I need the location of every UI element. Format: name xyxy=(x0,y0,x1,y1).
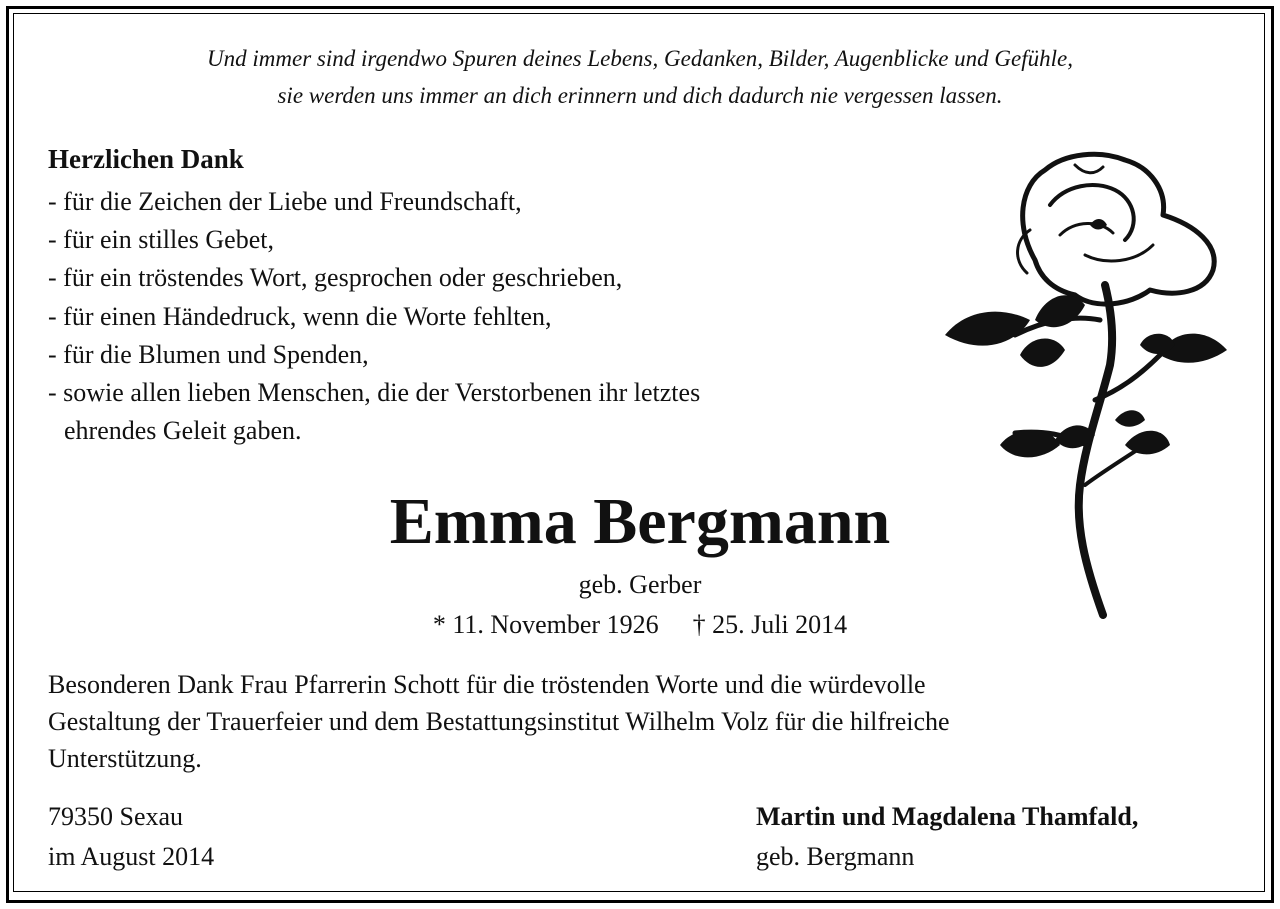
thanks-item: - für ein stilles Gebet, xyxy=(48,225,274,255)
thanks-item-continuation: ehrendes Geleit gaben. xyxy=(64,416,302,446)
deceased-name: Emma Bergmann xyxy=(389,485,891,558)
deceased-birth-name: geb. Gerber xyxy=(578,570,702,599)
thanks-item: - für einen Händedruck, wenn die Worte fehlten, xyxy=(48,301,552,331)
thanks-item: - für die Blumen und Spenden, xyxy=(48,339,369,369)
signature-birth-name: geb. Bergmann xyxy=(756,842,915,871)
thanks-item: - für ein tröstendes Wort, gesprochen oder geschrieben, xyxy=(48,263,623,293)
motto-line-1: Und immer sind irgendwo Spuren deines Lebens, Gedanken, Bilder, Augenblicke und Gefühle, xyxy=(207,46,1073,71)
life-dates xyxy=(340,607,940,643)
place-and-date xyxy=(48,797,214,877)
signature-names: Martin und Magdalena Thamfald, xyxy=(756,802,1139,831)
special-thanks-line-1: Besonderen Dank Frau Pfarrerin Schott für die tröstenden Worte und die würdevolle xyxy=(48,670,926,699)
thanks-heading: Herzlichen Dank xyxy=(48,144,244,174)
special-thanks-line-3: Unterstützung. xyxy=(48,744,202,773)
signature xyxy=(756,797,1138,877)
thanks-item: - sowie allen lieben Menschen, die der Verstorbenen ihr letztes xyxy=(48,378,701,408)
motto-verse xyxy=(60,40,1220,114)
special-thanks-line-2: Gestaltung der Trauerfeier und dem Bestattungsinstitut Wilhelm Volz für die hilfreiche xyxy=(48,707,950,736)
motto-line-2: sie werden uns immer an dich erinnern und dich dadurch nie vergessen lassen. xyxy=(277,83,1003,108)
special-thanks xyxy=(48,666,1228,777)
place-date: im August 2014 xyxy=(48,842,215,871)
birth-date: * 11. November 1926 xyxy=(432,610,659,639)
thanks-item: - für die Zeichen der Liebe und Freundschaft, xyxy=(48,187,522,216)
death-date: † 25. Juli 2014 xyxy=(692,610,848,639)
place-city: 79350 Sexau xyxy=(48,802,184,831)
thanks-list xyxy=(48,183,918,450)
rose-icon xyxy=(935,145,1235,620)
